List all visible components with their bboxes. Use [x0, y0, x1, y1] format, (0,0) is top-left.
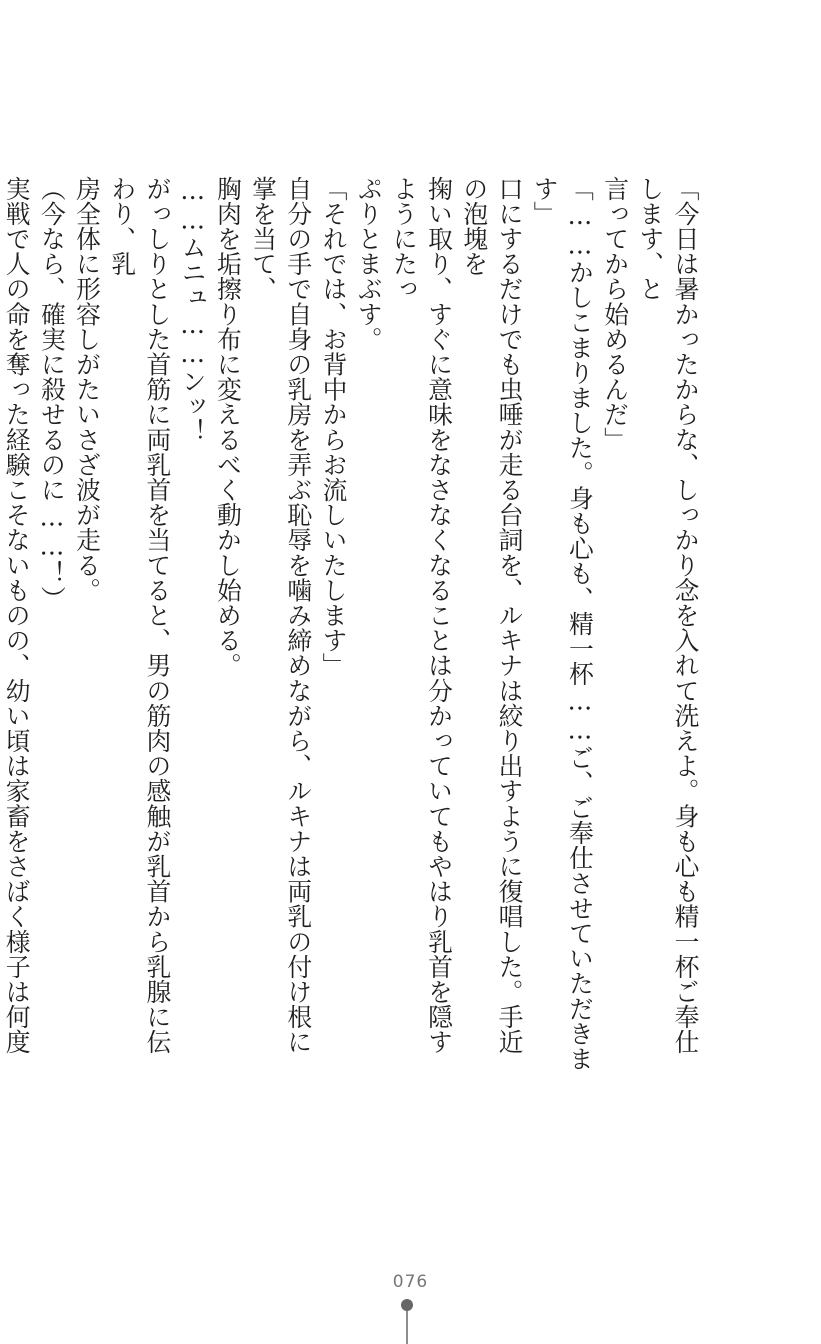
text-line: 「……かしこまりました。身も心も、精一杯……ご、ご奉仕させていただきます」: [530, 176, 595, 1072]
text-line: がっしりとした首筋に両乳首を当てると、男の筋肉の感触が乳首から乳腺に伝わり、乳: [107, 176, 172, 1055]
text-line: 房全体に形容しがたいさざ波が走る。: [72, 176, 102, 603]
text-line: 口にするだけでも虫唾が走る台詞を、ルキナは絞り出すように復唱した。手近の泡塊を: [459, 176, 524, 1055]
text-line: （今なら、確実に殺せるのに……！）: [37, 176, 67, 612]
text-line: 実戦で人の命を奪った経験こそないものの、幼い頃は家畜をさばく様子は何度: [2, 176, 32, 1055]
text-line: ……ムニュ……ンッ！: [178, 176, 208, 444]
page-marker-line: [406, 1311, 408, 1344]
text-line: 自分の手で自身の乳房を弄ぶ恥辱を噛み締めながら、ルキナは両乳の付け根に掌を当て、: [248, 176, 313, 1055]
text-line: 胸肉を垢擦り布に変えるべく動かし始める。: [213, 176, 243, 678]
text-line: 「今日は暑かったからな、しっかり念を入れて洗えよ。身も心も精一杯ご奉仕します、と: [635, 176, 700, 1055]
text-line: ぷりとまぶす。: [354, 176, 384, 352]
text-line: 掬い取り、すぐに意味をなさなくなることは分かっていてもやはり乳首を隠すようにたっ: [389, 176, 454, 1055]
text-line: 「それでは、お背中からお流しいたします」: [318, 176, 348, 678]
text-line: 言ってから始めるんだ」: [600, 176, 630, 453]
vertical-text-body: [0, 176, 703, 1076]
page-marker-dot: [401, 1299, 413, 1311]
page-number: 076: [392, 1272, 429, 1292]
